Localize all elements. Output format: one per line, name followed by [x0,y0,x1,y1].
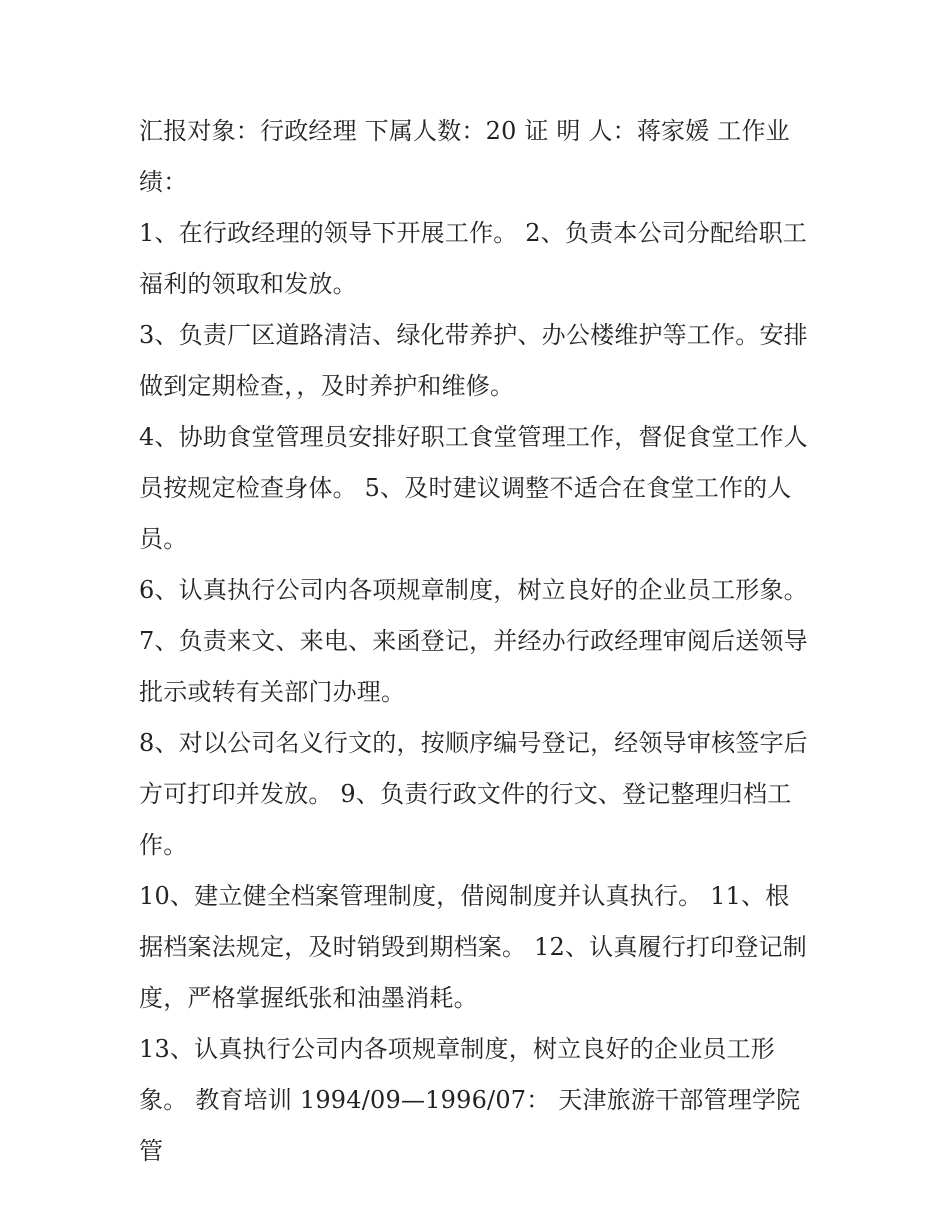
duty-paragraph-4: 4、协助食堂管理员安排好职工食堂管理工作，督促食堂工作人员按规定检查身体。 5、及时建议调整不适合在食堂工作的人员。 [139,423,808,553]
duty-paragraph-8: 8、对以公司名义行文的，按顺序编号登记，经领导审核签字后方可打印并发放。 9、负责行政文件的行文、登记整理归档工作。 [139,729,808,859]
duty-paragraph-1: 1、在行政经理的领导下开展工作。 2、负责本公司分配给职工福利的领取和发放。 [139,219,807,298]
report-info-paragraph: 汇报对象：行政经理 下属人数：20 证 明 人：蒋家媛 工作业绩： [139,117,790,196]
document-body [139,106,811,1177]
duty-paragraph-6: 6、认真执行公司内各项规章制度，树立良好的企业员工形象。 7、负责来文、来电、来函登记，并经办行政经理审阅后送领导批示或转有关部门办理。 [139,576,808,706]
duty-paragraph-10: 10、建立健全档案管理制度，借阅制度并认真执行。 11、根据档案法规定，及时销毁到期档案。 12、认真履行打印登记制度，严格掌握纸张和油墨消耗。 [139,882,807,1012]
duty-paragraph-13: 13、认真执行公司内各项规章制度，树立良好的企业员工形象。 教育培训 1994/09—1996/07： 天津旅游干部管理学院 管 [139,1035,801,1165]
duty-paragraph-3: 3、负责厂区道路清洁、绿化带养护、办公楼维护等工作。安排做到定期检查，，及时养护和维修。 [139,321,808,400]
